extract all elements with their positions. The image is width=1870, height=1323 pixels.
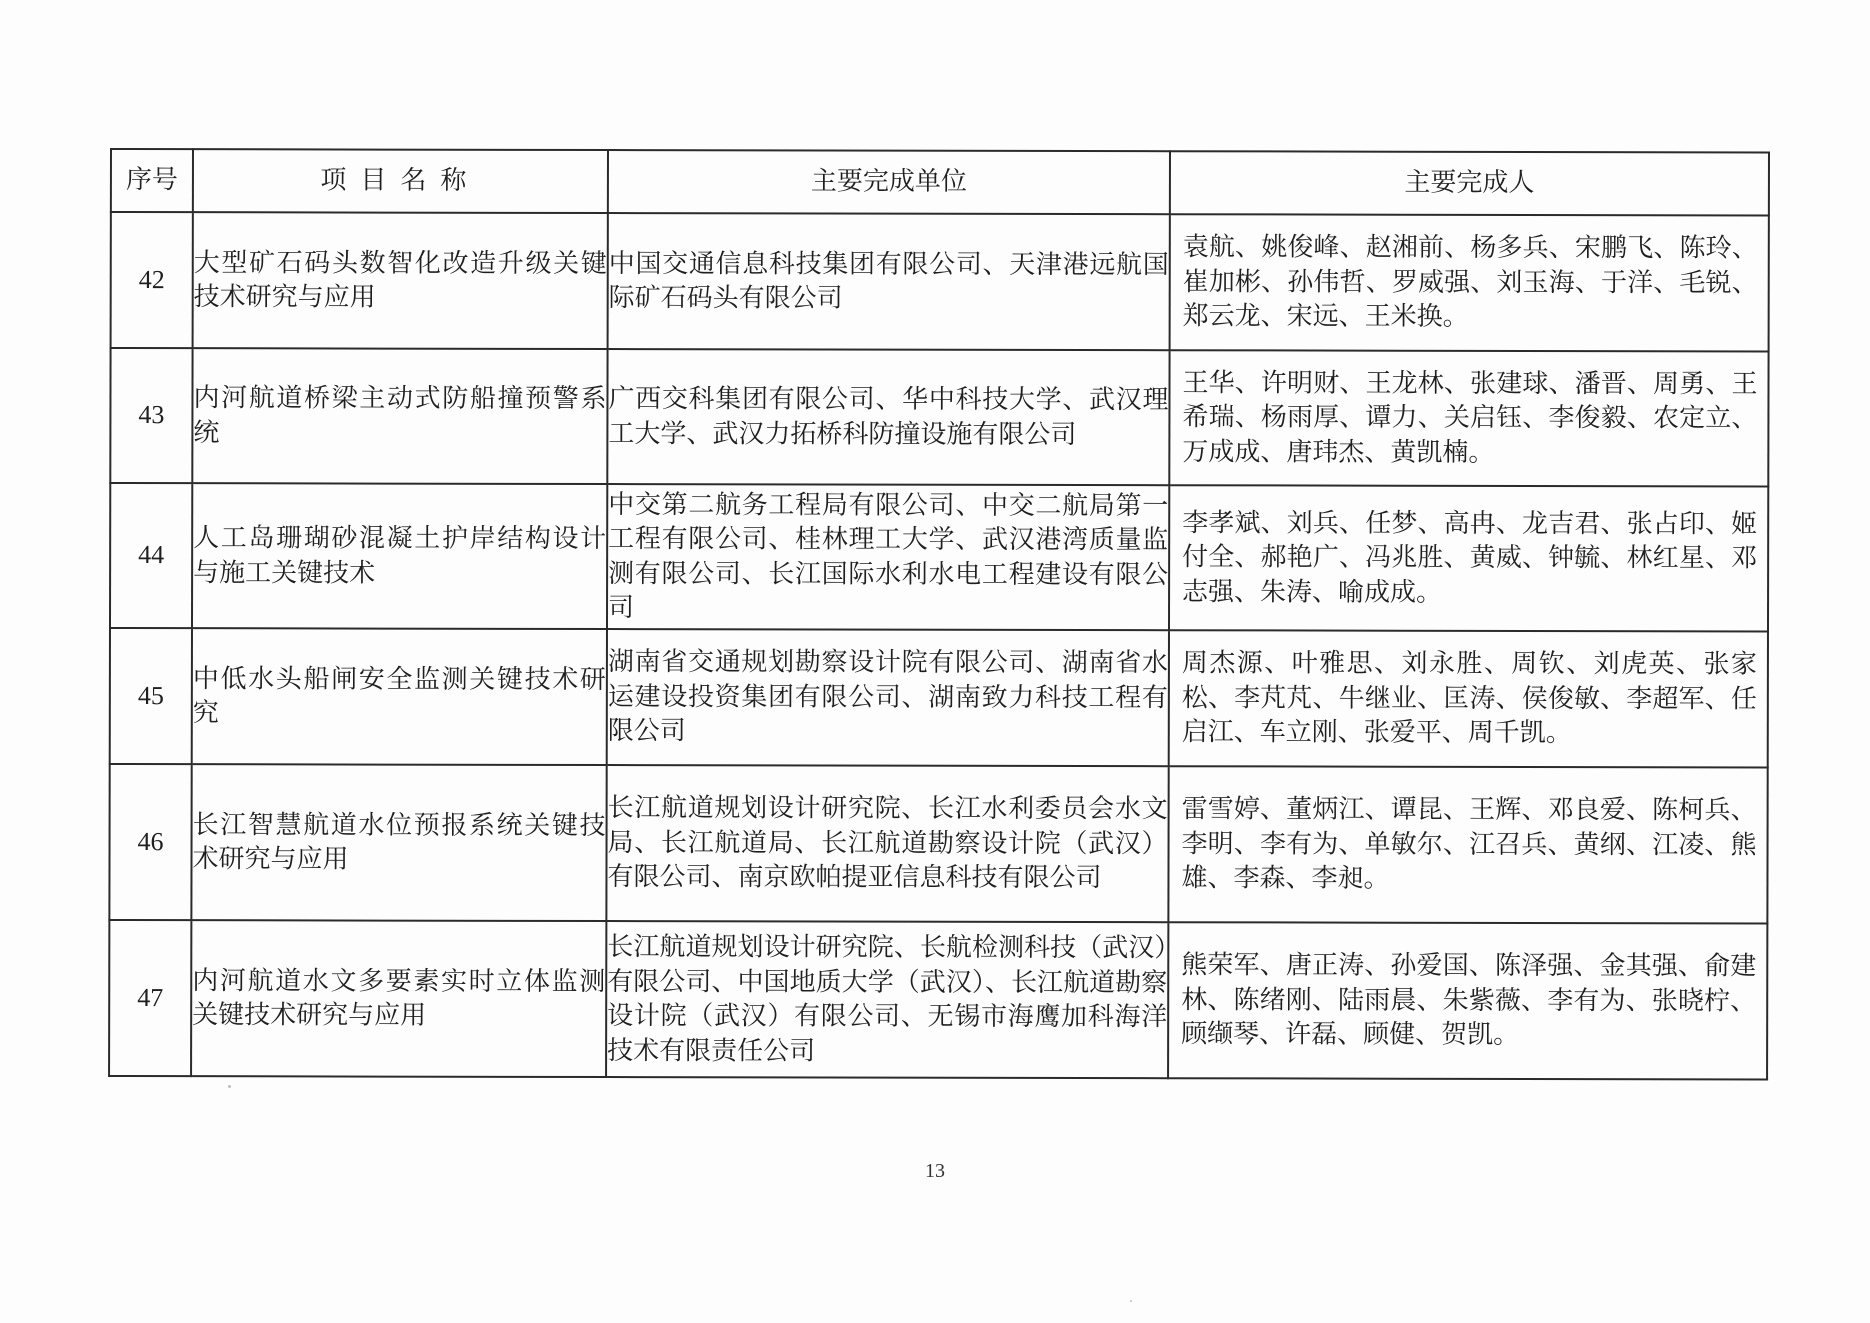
row-seq: 46 (109, 764, 191, 920)
row-units: 湖南省交通规划勘察设计院有限公司、湖南省水运建设投资集团有限公司、湖南致力科技工程有限公司 (607, 629, 1169, 766)
header-project-name: 项目名称 (193, 149, 608, 213)
table-row (110, 483, 1768, 631)
table-row (110, 628, 1768, 767)
row-units: 中国交通信息科技集团有限公司、天津港远航国际矿石码头有限公司 (608, 213, 1170, 350)
scan-speck (228, 1085, 231, 1088)
row-units: 长江航道规划设计研究院、长江水利委员会水文局、长江航道局、长江航道勘察设计院（武汉）有限公司、南京欧帕提亚信息科技有限公司 (606, 765, 1168, 922)
table-row (109, 920, 1767, 1079)
table-header (111, 149, 1769, 215)
row-people: 雷雪婷、董炳江、谭昆、王辉、邓良爱、陈柯兵、李明、李有为、单敏尔、江召兵、黄纲、江凌、熊雄、李森、李昶。 (1168, 766, 1767, 923)
table-row (109, 764, 1767, 923)
header-row (111, 149, 1769, 215)
row-seq: 43 (110, 348, 192, 483)
row-project-name: 中低水头船闸安全监测关键技术研究 (192, 628, 607, 765)
table-row (110, 348, 1768, 486)
header-units: 主要完成单位 (608, 150, 1170, 214)
page-number: 13 (925, 1160, 945, 1182)
row-people: 李孝斌、刘兵、任梦、高冉、龙吉君、张占印、姬付全、郝艳广、冯兆胜、黄威、钟毓、林红星、邓志强、朱涛、喻成成。 (1169, 485, 1768, 631)
row-seq: 47 (109, 920, 191, 1076)
scan-speck (1130, 1300, 1132, 1302)
awards-table (108, 148, 1770, 1080)
table-row (111, 212, 1769, 351)
row-units: 长江航道规划设计研究院、长航检测科技（武汉）有限公司、中国地质大学（武汉）、长江航道勘察设计院（武汉）有限公司、无锡市海鹰加科海洋技术有限责任公司 (606, 921, 1168, 1078)
row-project-name: 大型矿石码头数智化改造升级关键技术研究与应用 (193, 212, 608, 349)
row-project-name: 人工岛珊瑚砂混凝土护岸结构设计与施工关键技术 (192, 483, 607, 629)
row-people: 熊荣军、唐正涛、孙爱国、陈泽强、金其强、俞建林、陈绪刚、陆雨晨、朱紫薇、李有为、张晓柠、顾缬琴、许磊、顾健、贺凯。 (1168, 922, 1767, 1079)
row-seq: 44 (110, 483, 192, 628)
row-seq: 42 (111, 212, 193, 348)
row-project-name: 内河航道水文多要素实时立体监测关键技术研究与应用 (191, 920, 606, 1077)
row-seq: 45 (110, 628, 192, 764)
header-people: 主要完成人 (1170, 151, 1769, 215)
row-project-name: 长江智慧航道水位预报系统关键技术研究与应用 (191, 764, 606, 921)
table-body (109, 212, 1769, 1079)
row-people: 王华、许明财、王龙林、张建球、潘晋、周勇、王希瑞、杨雨厚、谭力、关启钰、李俊毅、农定立、万成成、唐玮杰、黄凯楠。 (1169, 350, 1768, 486)
row-project-name: 内河航道桥梁主动式防船撞预警系统 (192, 348, 607, 484)
row-people: 周杰源、叶雅思、刘永胜、周钦、刘虎英、张家松、李芃芃、牛继业、匡涛、侯俊敏、李超军、任启江、车立刚、张爱平、周千凯。 (1169, 630, 1768, 767)
row-people: 袁航、姚俊峰、赵湘前、杨多兵、宋鹏飞、陈玲、崔加彬、孙伟哲、罗威强、刘玉海、于洋、毛锐、郑云龙、宋远、王米换。 (1170, 214, 1769, 351)
row-units: 广西交科集团有限公司、华中科技大学、武汉理工大学、武汉力拓桥科防撞设施有限公司 (607, 349, 1169, 485)
row-units: 中交第二航务工程局有限公司、中交二航局第一工程有限公司、桂林理工大学、武汉港湾质量监测有限公司、长江国际水利水电工程建设有限公司 (607, 484, 1169, 630)
header-seq: 序号 (111, 149, 193, 212)
